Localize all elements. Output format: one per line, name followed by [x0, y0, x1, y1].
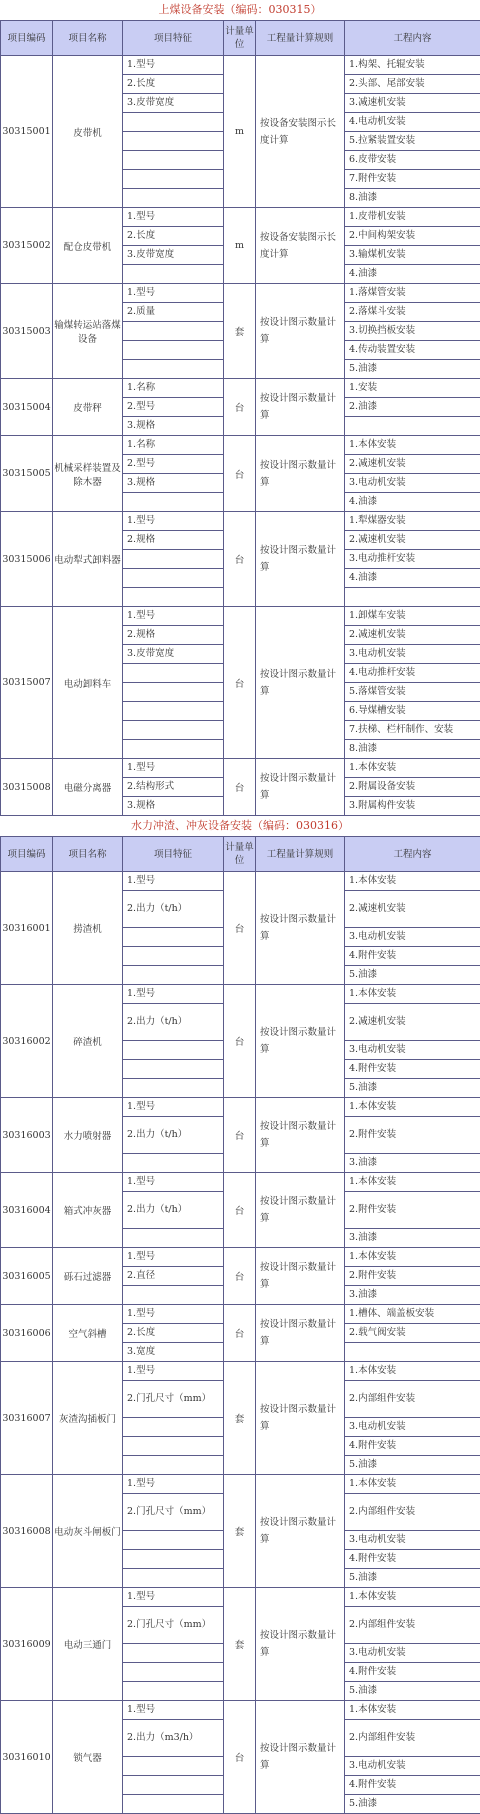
- item-code: 30316003: [1, 1098, 53, 1173]
- item-feature: 2.出力（t/h）: [123, 891, 224, 928]
- item-name: 输煤转运站落煤 设备: [53, 284, 123, 379]
- item-feature: [123, 1757, 224, 1776]
- item-feature: [123, 1456, 224, 1475]
- item-feature: [123, 341, 224, 360]
- item-feature: 3.规格: [123, 474, 224, 493]
- item-work: 2.附件安装: [345, 1267, 480, 1286]
- item-work: 1.卸煤车安装: [345, 607, 480, 626]
- table-row: [1, 1098, 480, 1117]
- item-name: 电磁分离器: [53, 759, 123, 816]
- item-work: 4.电动机安装: [345, 113, 480, 132]
- table-row: [1, 1362, 480, 1381]
- item-feature: 1.型号: [123, 759, 224, 778]
- item-unit: 台: [224, 1305, 256, 1362]
- item-rule: 按设计图示数量计算: [256, 872, 345, 985]
- item-unit: 台: [224, 436, 256, 512]
- table-row: [1, 872, 480, 891]
- item-feature: [123, 702, 224, 721]
- item-feature: 2.长度: [123, 227, 224, 246]
- item-work: 1.本体安装: [345, 1098, 480, 1117]
- item-code: 30315005: [1, 436, 53, 512]
- item-feature: [123, 1776, 224, 1795]
- item-feature: 1.型号: [123, 1475, 224, 1494]
- item-feature: 1.型号: [123, 1701, 224, 1720]
- item-name: 皮带机: [53, 56, 123, 208]
- item-feature: 1.型号: [123, 208, 224, 227]
- header-row: [1, 837, 480, 872]
- item-name: 锁气器: [53, 1701, 123, 1814]
- item-feature: [123, 360, 224, 379]
- item-name: 捞渣机: [53, 872, 123, 985]
- item-feature: 2.长度: [123, 1324, 224, 1343]
- item-work: 2.内部组件安装: [345, 1720, 480, 1757]
- item-feature: 1.型号: [123, 284, 224, 303]
- item-work: 4.附件安装: [345, 1060, 480, 1079]
- item-work: 3.电动机安装: [345, 1418, 480, 1437]
- item-code: 30315004: [1, 379, 53, 436]
- item-work: 3.电动机安装: [345, 928, 480, 947]
- item-feature: [123, 170, 224, 189]
- item-feature: 1.型号: [123, 1305, 224, 1324]
- item-work: 4.附件安装: [345, 947, 480, 966]
- item-feature: 3.皮带宽度: [123, 246, 224, 265]
- item-unit: 套: [224, 1475, 256, 1588]
- item-code: 30315002: [1, 208, 53, 284]
- table-row: [1, 436, 480, 455]
- item-work: 1.安装: [345, 379, 480, 398]
- item-work: 1.槽体、端盖板安装: [345, 1305, 480, 1324]
- item-feature: 1.型号: [123, 872, 224, 891]
- item-feature: 1.型号: [123, 1173, 224, 1192]
- item-work: 7.扶梯、栏杆制作、安装: [345, 721, 480, 740]
- item-work: 5.拉紧装置安装: [345, 132, 480, 151]
- item-work: 4.油漆: [345, 569, 480, 588]
- item-work: 1.本体安装: [345, 1475, 480, 1494]
- item-rule: 按设计图示数量计算: [256, 1173, 345, 1248]
- item-work: 3.电动机安装: [345, 1531, 480, 1550]
- item-name: 电动灰斗闸板门: [53, 1475, 123, 1588]
- item-work: 2.头部、尾部安装: [345, 75, 480, 94]
- item-unit: 台: [224, 512, 256, 607]
- item-rule: 按设计图示数量计算: [256, 1588, 345, 1701]
- item-work: 5.油漆: [345, 1079, 480, 1098]
- item-feature: [123, 683, 224, 702]
- table-row: [1, 1248, 480, 1267]
- item-feature: [123, 1041, 224, 1060]
- item-rule: 按设备安装图示长度计算: [256, 208, 345, 284]
- item-work: 2.落煤斗安装: [345, 303, 480, 322]
- header-unit: 计量单位: [224, 21, 256, 56]
- item-name: 水力喷射器: [53, 1098, 123, 1173]
- table-row: [1, 759, 480, 778]
- item-work: 4.附件安装: [345, 1550, 480, 1569]
- item-code: 30315006: [1, 512, 53, 607]
- item-feature: [123, 493, 224, 512]
- table-row: [1, 208, 480, 227]
- item-unit: m: [224, 208, 256, 284]
- item-feature: [123, 740, 224, 759]
- item-work: 1.本体安装: [345, 1248, 480, 1267]
- item-work: 2.附件安装: [345, 1192, 480, 1229]
- header-name: 项目名称: [53, 21, 123, 56]
- item-feature: 1.型号: [123, 1588, 224, 1607]
- item-work: 3.电动推杆安装: [345, 550, 480, 569]
- item-unit: 台: [224, 1173, 256, 1248]
- header-feature: 项目特征: [123, 21, 224, 56]
- item-code: 30315001: [1, 56, 53, 208]
- item-work: 1.本体安装: [345, 1173, 480, 1192]
- item-work: 1.本体安装: [345, 872, 480, 891]
- item-feature: [123, 550, 224, 569]
- item-unit: 台: [224, 985, 256, 1098]
- item-work: 5.油漆: [345, 1682, 480, 1701]
- item-rule: 按设备安装图示长度计算: [256, 56, 345, 208]
- item-feature: [123, 189, 224, 208]
- item-feature: [123, 1682, 224, 1701]
- item-work: [345, 1343, 480, 1362]
- item-code: 30315003: [1, 284, 53, 379]
- table-row: [1, 1701, 480, 1720]
- item-unit: 台: [224, 1098, 256, 1173]
- item-rule: 按设计图示数量计算: [256, 284, 345, 379]
- item-unit: 台: [224, 607, 256, 759]
- item-feature: 1.型号: [123, 1362, 224, 1381]
- item-feature: [123, 1663, 224, 1682]
- item-work: 2.中间构架安装: [345, 227, 480, 246]
- item-work: 5.油漆: [345, 966, 480, 985]
- header-feature: 项目特征: [123, 837, 224, 872]
- item-unit: 台: [224, 1248, 256, 1305]
- item-work: 3.电动机安装: [345, 1757, 480, 1776]
- section-table: [0, 836, 480, 1814]
- item-feature: 2.出力（t/h）: [123, 1117, 224, 1154]
- item-work: 3.油漆: [345, 1229, 480, 1248]
- item-feature: [123, 322, 224, 341]
- table-row: [1, 1173, 480, 1192]
- item-feature: 1.型号: [123, 607, 224, 626]
- item-work: 2.减速机安装: [345, 531, 480, 550]
- item-work: 3.电动机安装: [345, 645, 480, 664]
- item-name: 电动犁式卸料器: [53, 512, 123, 607]
- item-feature: [123, 265, 224, 284]
- item-work: 2.油漆: [345, 398, 480, 417]
- item-feature: 2.规格: [123, 531, 224, 550]
- item-work: 2.载气阀安装: [345, 1324, 480, 1343]
- item-feature: 1.名称: [123, 436, 224, 455]
- item-rule: 按设计图示数量计算: [256, 759, 345, 816]
- item-rule: 按设计图示数量计算: [256, 1701, 345, 1814]
- header-work: 工程内容: [345, 21, 480, 56]
- item-work: 1.构架、托辊安装: [345, 56, 480, 75]
- section-title: 上煤设备安装（编码：030315）: [0, 0, 480, 20]
- item-name: 箱式冲灰器: [53, 1173, 123, 1248]
- item-feature: 2.门孔尺寸（mm）: [123, 1494, 224, 1531]
- item-feature: [123, 721, 224, 740]
- item-feature: 2.门孔尺寸（mm）: [123, 1607, 224, 1644]
- item-work: 1.犁煤器安装: [345, 512, 480, 531]
- item-code: 30315008: [1, 759, 53, 816]
- item-unit: 套: [224, 284, 256, 379]
- item-feature: [123, 1550, 224, 1569]
- item-work: 2.内部组件安装: [345, 1381, 480, 1418]
- item-name: 皮带秤: [53, 379, 123, 436]
- item-work: 4.油漆: [345, 265, 480, 284]
- item-work: 8.油漆: [345, 189, 480, 208]
- item-work: 1.皮带机安装: [345, 208, 480, 227]
- item-work: 1.本体安装: [345, 985, 480, 1004]
- item-name: 碎渣机: [53, 985, 123, 1098]
- item-code: 30316007: [1, 1362, 53, 1475]
- header-unit: 计量单位: [224, 837, 256, 872]
- table-row: [1, 985, 480, 1004]
- item-work: 1.本体安装: [345, 1588, 480, 1607]
- item-feature: [123, 588, 224, 607]
- item-rule: 按设计图示数量计算: [256, 512, 345, 607]
- item-feature: 3.规格: [123, 797, 224, 816]
- header-work: 工程内容: [345, 837, 480, 872]
- item-work: 3.电动机安装: [345, 474, 480, 493]
- item-feature: 2.规格: [123, 626, 224, 645]
- table-row: [1, 1588, 480, 1607]
- item-work: 3.油漆: [345, 1286, 480, 1305]
- item-feature: 2.长度: [123, 75, 224, 94]
- item-work: 7.附件安装: [345, 170, 480, 189]
- item-feature: 1.型号: [123, 985, 224, 1004]
- item-work: 2.减速机安装: [345, 455, 480, 474]
- section-table: [0, 20, 480, 816]
- item-feature: [123, 928, 224, 947]
- item-work: 2.减速机安装: [345, 891, 480, 928]
- item-feature: 2.出力（t/h）: [123, 1192, 224, 1229]
- item-feature: [123, 1569, 224, 1588]
- item-unit: m: [224, 56, 256, 208]
- item-name: 灰渣沟插板门: [53, 1362, 123, 1475]
- item-work: 1.本体安装: [345, 436, 480, 455]
- table-row: [1, 607, 480, 626]
- item-rule: 按设计图示数量计算: [256, 985, 345, 1098]
- item-feature: 3.规格: [123, 417, 224, 436]
- item-name: 电动卸料车: [53, 607, 123, 759]
- item-feature: [123, 1229, 224, 1248]
- item-feature: [123, 1437, 224, 1456]
- item-work: 1.本体安装: [345, 1362, 480, 1381]
- item-work: 3.电动机安装: [345, 1041, 480, 1060]
- item-feature: [123, 1418, 224, 1437]
- item-code: 30316002: [1, 985, 53, 1098]
- table-row: [1, 1305, 480, 1324]
- item-feature: 2.型号: [123, 398, 224, 417]
- item-rule: 按设计图示数量计算: [256, 1248, 345, 1305]
- item-work: 4.附件安装: [345, 1776, 480, 1795]
- item-work: 3.油漆: [345, 1154, 480, 1173]
- item-work: 2.减速机安装: [345, 1004, 480, 1041]
- item-name: 砾石过滤器: [53, 1248, 123, 1305]
- item-feature: [123, 1644, 224, 1663]
- section-title: 水力冲渣、冲灰设备安装（编码：030316）: [0, 816, 480, 836]
- item-rule: 按设计图示数量计算: [256, 379, 345, 436]
- item-feature: [123, 1531, 224, 1550]
- item-feature: [123, 1079, 224, 1098]
- header-code: 项目编码: [1, 21, 53, 56]
- item-feature: 3.皮带宽度: [123, 645, 224, 664]
- item-work: 5.油漆: [345, 360, 480, 379]
- item-work: [345, 588, 480, 607]
- item-rule: 按设计图示数量计算: [256, 436, 345, 512]
- item-feature: 2.质量: [123, 303, 224, 322]
- item-feature: 2.结构形式: [123, 778, 224, 797]
- header-row: [1, 21, 480, 56]
- item-work: 5.油漆: [345, 1795, 480, 1814]
- item-work: 3.切换挡板安装: [345, 322, 480, 341]
- item-code: 30316010: [1, 1701, 53, 1814]
- item-feature: 2.出力（t/h）: [123, 1004, 224, 1041]
- header-code: 项目编码: [1, 837, 53, 872]
- item-work: 3.减速机安装: [345, 94, 480, 113]
- item-work: 4.油漆: [345, 493, 480, 512]
- item-work: 3.电动机安装: [345, 1644, 480, 1663]
- item-work: 4.传动装置安装: [345, 341, 480, 360]
- item-feature: 2.出力（m3/h）: [123, 1720, 224, 1757]
- item-feature: 3.皮带宽度: [123, 94, 224, 113]
- header-name: 项目名称: [53, 837, 123, 872]
- item-code: 30316009: [1, 1588, 53, 1701]
- item-work: 4.附件安装: [345, 1437, 480, 1456]
- item-work: 2.附件安装: [345, 1117, 480, 1154]
- item-feature: 1.型号: [123, 512, 224, 531]
- table-row: [1, 512, 480, 531]
- item-name: 空气斜槽: [53, 1305, 123, 1362]
- item-feature: [123, 664, 224, 683]
- item-rule: 按设计图示数量计算: [256, 1305, 345, 1362]
- item-work: 6.导煤槽安装: [345, 702, 480, 721]
- item-unit: 套: [224, 1362, 256, 1475]
- item-rule: 按设计图示数量计算: [256, 607, 345, 759]
- item-work: 5.油漆: [345, 1569, 480, 1588]
- item-feature: [123, 1286, 224, 1305]
- item-feature: [123, 1154, 224, 1173]
- item-code: 30316008: [1, 1475, 53, 1588]
- item-feature: 2.型号: [123, 455, 224, 474]
- item-feature: 1.型号: [123, 1248, 224, 1267]
- item-work: 5.落煤管安装: [345, 683, 480, 702]
- item-unit: 套: [224, 1588, 256, 1701]
- item-work: 1.落煤管安装: [345, 284, 480, 303]
- header-rule: 工程量计算规则: [256, 837, 345, 872]
- item-work: 8.油漆: [345, 740, 480, 759]
- table-row: [1, 379, 480, 398]
- item-feature: [123, 947, 224, 966]
- item-work: 1.本体安装: [345, 759, 480, 778]
- item-name: 配仓皮带机: [53, 208, 123, 284]
- item-code: 30316004: [1, 1173, 53, 1248]
- item-unit: 台: [224, 759, 256, 816]
- table-row: [1, 56, 480, 75]
- item-work: [345, 417, 480, 436]
- item-work: 2.内部组件安装: [345, 1494, 480, 1531]
- item-work: 1.本体安装: [345, 1701, 480, 1720]
- item-feature: [123, 1795, 224, 1814]
- item-work: 3.输煤机安装: [345, 246, 480, 265]
- item-work: 5.油漆: [345, 1456, 480, 1475]
- item-feature: 1.型号: [123, 1098, 224, 1117]
- item-feature: 2.直径: [123, 1267, 224, 1286]
- item-feature: 1.名称: [123, 379, 224, 398]
- item-feature: 3.宽度: [123, 1343, 224, 1362]
- item-feature: [123, 1060, 224, 1079]
- item-rule: 按设计图示数量计算: [256, 1475, 345, 1588]
- item-feature: 2.门孔尺寸（mm）: [123, 1381, 224, 1418]
- item-code: 30316006: [1, 1305, 53, 1362]
- item-name: 机械采样装置及除木器: [53, 436, 123, 512]
- item-code: 30316005: [1, 1248, 53, 1305]
- item-work: 2.减速机安装: [345, 626, 480, 645]
- item-work: 2.附属设备安装: [345, 778, 480, 797]
- item-work: 4.电动推杆安装: [345, 664, 480, 683]
- item-unit: 台: [224, 1701, 256, 1814]
- item-feature: [123, 569, 224, 588]
- item-work: 3.附属构件安装: [345, 797, 480, 816]
- item-feature: [123, 132, 224, 151]
- item-feature: 1.型号: [123, 56, 224, 75]
- item-work: 4.附件安装: [345, 1663, 480, 1682]
- item-code: 30316001: [1, 872, 53, 985]
- item-feature: [123, 966, 224, 985]
- item-work: 2.内部组件安装: [345, 1607, 480, 1644]
- table-row: [1, 1475, 480, 1494]
- item-work: 6.皮带安装: [345, 151, 480, 170]
- header-rule: 工程量计算规则: [256, 21, 345, 56]
- item-unit: 台: [224, 872, 256, 985]
- item-rule: 按设计图示数量计算: [256, 1098, 345, 1173]
- item-feature: [123, 113, 224, 132]
- item-rule: 按设计图示数量计算: [256, 1362, 345, 1475]
- table-row: [1, 284, 480, 303]
- item-name: 电动三通门: [53, 1588, 123, 1701]
- item-code: 30315007: [1, 607, 53, 759]
- item-feature: [123, 151, 224, 170]
- item-unit: 台: [224, 379, 256, 436]
